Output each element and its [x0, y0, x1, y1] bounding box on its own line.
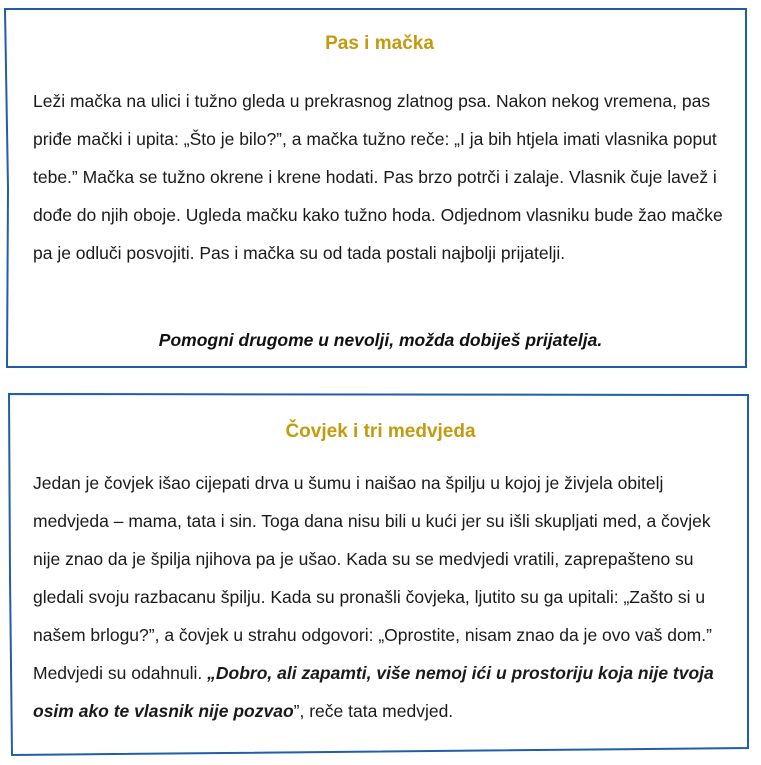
story-quote: „Dobro, ali zapamti, više nemoj ići u prostoriju koja nije tvoja osim ako te vlasnik nije pozvao	[33, 663, 714, 721]
story-moral: Pomogni drugome u nevolji, možda dobiješ prijatelja.	[158, 330, 603, 350]
story-text	[33, 464, 733, 730]
story-text-part: Jedan je čovjek išao cijepati drva u šumu i naišao na špilju u kojoj je živjela obitelj medvjeda – mama, tata i sin. Toga dana nisu bili u kući jer su išli skupljati med, a čovjek nije znao da je špilja njihova pa je ušao. Kada su se medvjedi vratili, zaprepašteno su gledali svoju razbacanu špilju. Kada su pronašli čovjeka, ljutito su ga upitali: „Zašto si u našem brlogu?”, a čovjek u strahu odgovori: „Oprostite, nisam znao da je ovo vaš dom.” Medvjedi su odahnuli.	[33, 473, 712, 683]
story-title: Čovjek i tri medvjeda	[285, 421, 476, 442]
story-text-part: ”, reče tata medvjed.	[293, 701, 454, 721]
story-box-1	[0, 0, 761, 375]
story-box-2	[0, 390, 761, 765]
story-text: Leži mačka na ulici i tužno gleda u prekrasnog zlatnog psa. Nakon nekog vremena, pas priđe mački i upita: „Što je bilo?”, a mačka tužno reče: „I ja bih htjela imati vlasnika poput tebe.” Mačka se tužno okrene i krene hodati. Pas brzo potrči i zalaje. Vlasnik čuje lavež i dođe do njih oboje. Ugleda mačku kako tužno hoda. Odjednom vlasniku bude žao mačke pa je odluči posvojiti. Pas i mačka su od tada postali najbolji prijatelji.	[33, 91, 723, 263]
story-title: Pas i mačka	[325, 33, 434, 54]
